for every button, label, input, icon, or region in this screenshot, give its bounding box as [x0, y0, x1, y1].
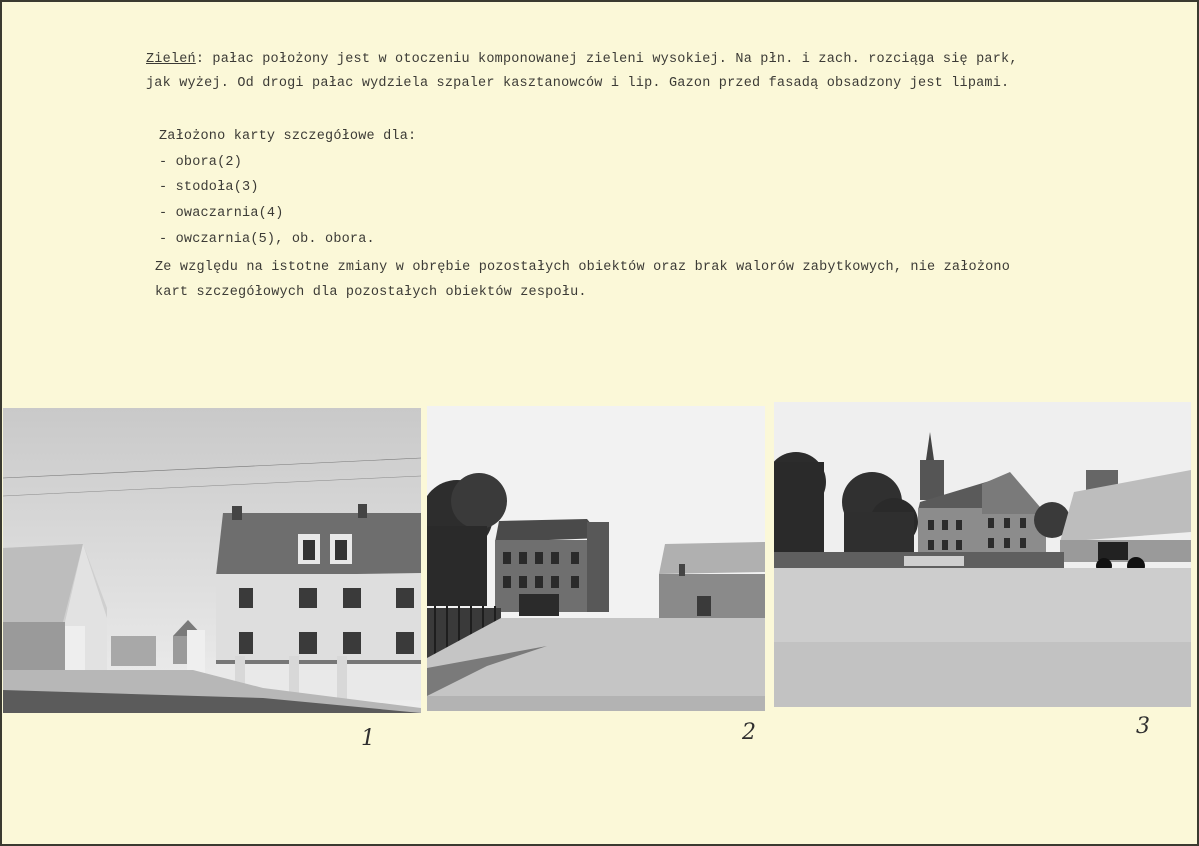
cards-heading: Założono karty szczegółowe dla: — [159, 129, 417, 144]
greenery-line-1 — [146, 52, 1018, 67]
greenery-text-1: : pałac położony jest w otoczeniu komponowanej zieleni wysokiej. Na płn. i zach. rozciąga się park, — [195, 52, 1018, 67]
card-item: - owczarnia(5), ob. obora. — [159, 232, 375, 247]
card-item: - owaczarnia(4) — [159, 206, 284, 221]
photo-1 — [3, 408, 421, 713]
card-item: - stodoła(3) — [159, 180, 259, 195]
note-line-2: kart szczegółowych dla pozostałych obiektów zespołu. — [155, 285, 587, 300]
photo-number-2: 2 — [742, 720, 756, 745]
photo-3 — [774, 402, 1191, 707]
greenery-line-2: jak wyżej. Od drogi pałac wydziela szpaler kasztanowców i lip. Gazon przed fasadą obsadzony jest lipami. — [146, 76, 1010, 91]
photo-number-3: 3 — [1136, 714, 1150, 739]
card-item: - obora(2) — [159, 155, 243, 170]
greenery-label: Zieleń — [146, 52, 196, 67]
note-line-1: Ze względu na istotne zmiany w obrębie pozostałych obiektów oraz brak walorów zabytkowych, nie założono — [155, 260, 1011, 275]
photo-number-1: 1 — [361, 726, 375, 751]
photo-2 — [427, 406, 765, 711]
